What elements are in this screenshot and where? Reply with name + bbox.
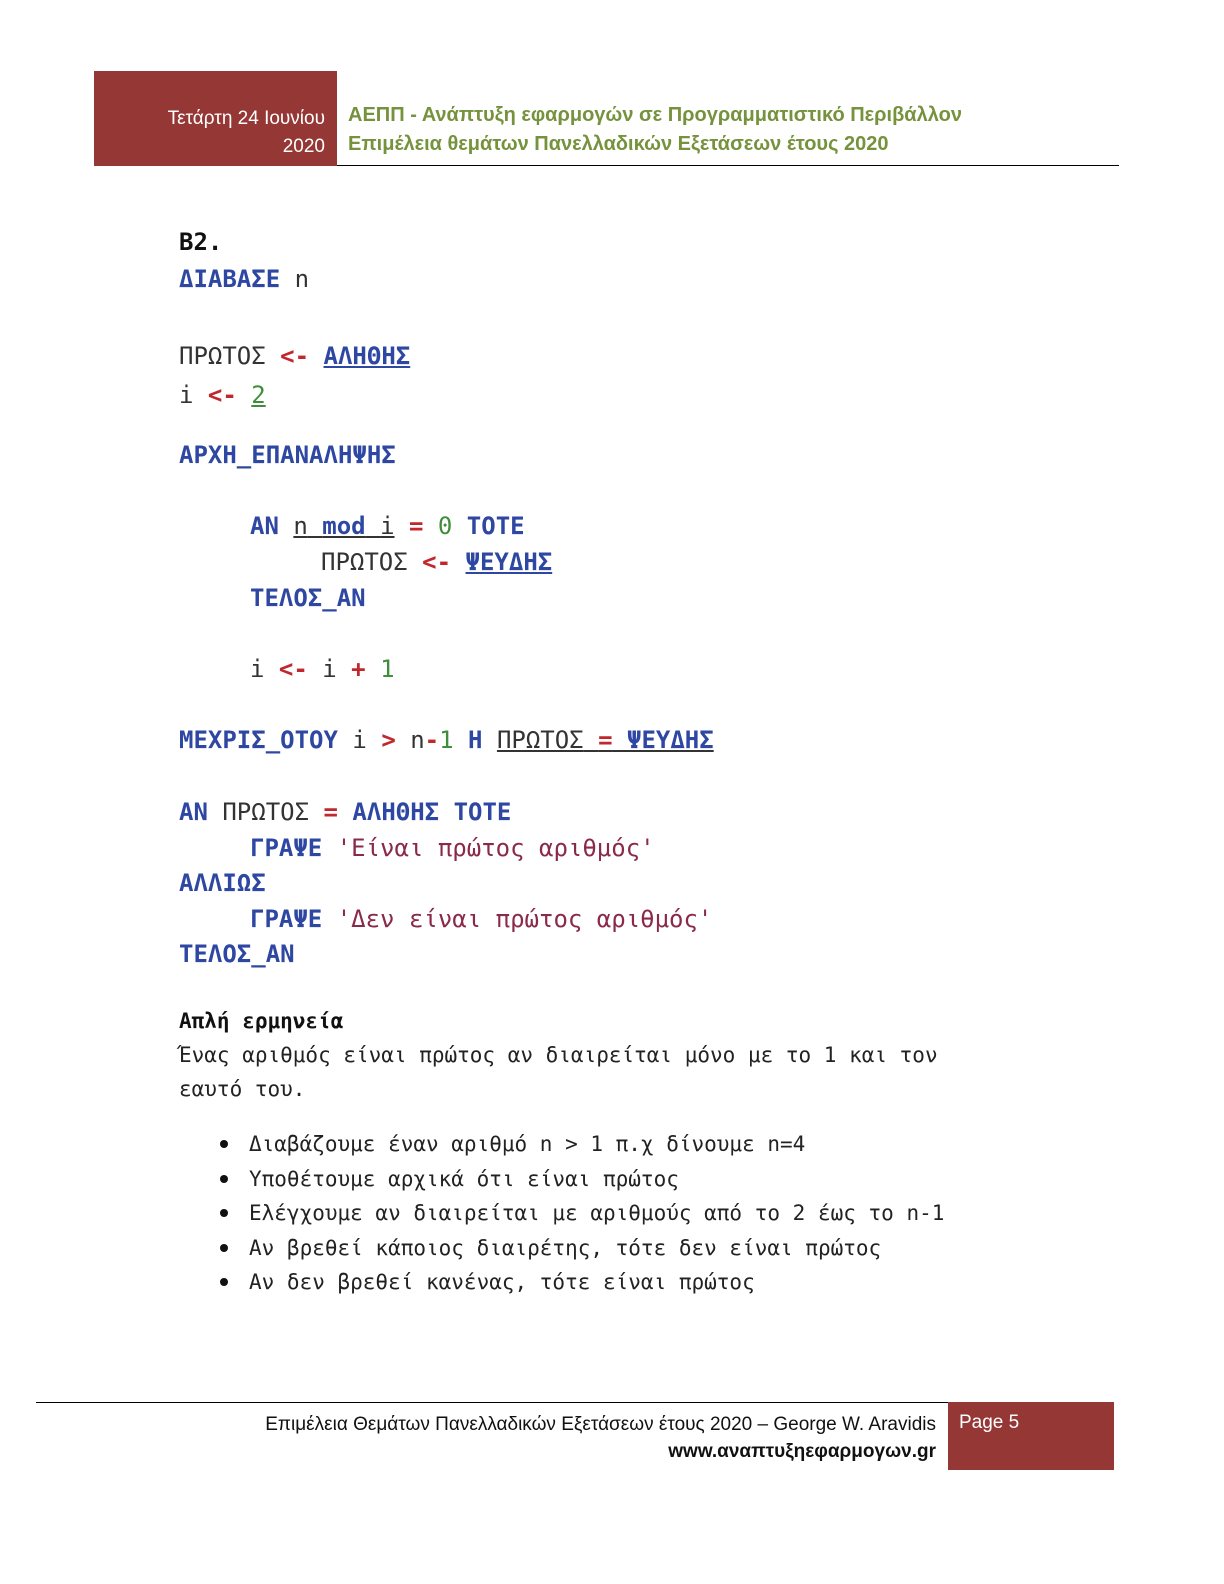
- header-title-line2: Επιμέλεια θεμάτων Πανελλαδικών Εξετάσεων έτους 2020: [348, 133, 889, 155]
- list-item-text: Διαβάζουμε έναν αριθμό n > 1 π.χ δίνουμε n=4: [249, 1132, 806, 1156]
- kw-write: ΓΡΑΨΕ: [250, 905, 323, 933]
- var-n: n: [294, 265, 310, 293]
- op-assign: <-: [278, 655, 308, 683]
- explanation-line1: Ένας αριθμός είναι πρώτος αν διαιρείται μόνο με το 1 και τον: [179, 1043, 938, 1067]
- kw-or: Η: [468, 726, 483, 754]
- op-assign: <-: [422, 548, 452, 576]
- bullet-icon: [220, 1278, 228, 1286]
- footer-credit: Επιμέλεια Θεμάτων Πανελλαδικών Εξετάσεων έτους 2020 – George W. Aravidis: [265, 1414, 936, 1435]
- kw-else: ΑΛΛΙΩΣ: [179, 869, 266, 897]
- kw-false: ΨΕΥΔΗΣ: [465, 548, 553, 576]
- explanation-block: [179, 1004, 1059, 1106]
- kw-true: ΑΛΗΘΗΣ: [323, 342, 411, 370]
- kw-if: ΑΝ: [250, 512, 279, 540]
- kw-then: ΤΟΤΕ: [453, 798, 512, 826]
- kw-endif: ΤΕΛΟΣ_ΑΝ: [179, 940, 295, 968]
- code-line-if-mod: [250, 512, 525, 540]
- kw-until: ΜΕΧΡΙΣ_ΟΤΟΥ: [179, 726, 338, 754]
- var-i: i: [352, 726, 367, 754]
- op-gt: >: [381, 726, 396, 754]
- list-item: [218, 1127, 944, 1162]
- kw-true: ΑΛΗΘΗΣ: [352, 798, 440, 826]
- code-line-set-false: [321, 548, 552, 576]
- kw-loop-start: ΑΡΧΗ_ΕΠΑΝΑΛΗΨΗΣ: [179, 441, 396, 469]
- list-item-text: Ελέγχουμε αν διαιρείται με αριθμούς από το 2 έως το n-1: [249, 1201, 945, 1225]
- kw-endif: ΤΕΛΟΣ_ΑΝ: [250, 584, 366, 612]
- bullet-icon: [220, 1140, 228, 1148]
- footer-url-link[interactable]: www.αναπτυξηεφαρμογων.gr: [668, 1441, 936, 1462]
- header-date-line1: Τετάρτη 24 Ιουνίου: [167, 108, 325, 129]
- var-prime: ΠΡΩΤΟΣ: [496, 726, 584, 754]
- var-prime: ΠΡΩΤΟΣ: [179, 342, 266, 370]
- list-item: [218, 1231, 944, 1266]
- section-label: B2.: [179, 228, 223, 256]
- explanation-bullet-list: [218, 1127, 944, 1300]
- list-item-text: Υποθέτουμε αρχικά ότι είναι πρώτος: [249, 1166, 679, 1191]
- kw-if: ΑΝ: [179, 798, 208, 826]
- code-line-until: [179, 726, 714, 754]
- code-line-init-prime: [179, 342, 410, 370]
- code-line-read: [179, 265, 309, 293]
- kw-mod: mod: [322, 512, 366, 540]
- op-eq: =: [408, 512, 424, 540]
- num-1: 1: [380, 655, 395, 683]
- kw-false: ΨΕΥΔΗΣ: [627, 726, 714, 754]
- num-1: 1: [439, 726, 454, 754]
- header-title-line1: ΑΕΠΠ - Ανάπτυξη εφαρμογών σε Προγραμματιστικό Περιβάλλον: [348, 104, 962, 126]
- code-line-else: [179, 869, 266, 897]
- code-line-if-prime: [179, 798, 511, 826]
- list-item: [218, 1162, 944, 1197]
- code-line-loop-start: [179, 441, 396, 469]
- header-date-line2: 2020: [282, 136, 325, 157]
- var-i: i: [250, 655, 265, 683]
- kw-write: ΓΡΑΨΕ: [250, 834, 323, 862]
- list-item-text: Αν δεν βρεθεί κανένας, τότε είναι πρώτος: [249, 1270, 755, 1294]
- op-minus: -: [424, 726, 440, 754]
- op-eq: =: [598, 726, 613, 754]
- list-item: [218, 1265, 944, 1300]
- var-i: i: [322, 655, 337, 683]
- op-assign: <-: [280, 342, 310, 370]
- code-line-increment: [250, 655, 395, 683]
- footer-text-block: [150, 1411, 936, 1465]
- bullet-icon: [220, 1244, 228, 1252]
- var-prime: ΠΡΩΤΟΣ: [222, 798, 310, 826]
- bullet-icon: [220, 1175, 228, 1183]
- var-n: n: [293, 512, 308, 540]
- num-2: 2: [251, 381, 266, 409]
- list-item: [218, 1196, 944, 1231]
- num-0: 0: [437, 512, 453, 540]
- page-number: Page 5: [959, 1412, 1020, 1433]
- explanation-title: Απλή ερμηνεία: [179, 1009, 344, 1033]
- var-n: n: [410, 726, 425, 754]
- footer-divider: [36, 1402, 948, 1403]
- bullet-icon: [220, 1209, 228, 1217]
- code-line-endif: [250, 584, 366, 612]
- code-line-write-prime: [250, 834, 655, 862]
- var-i: i: [179, 381, 194, 409]
- var-i: i: [380, 512, 395, 540]
- list-item-text: Αν βρεθεί κάποιος διαιρέτης, τότε δεν είναι πρώτος: [249, 1235, 882, 1260]
- code-line-init-i: [179, 381, 266, 409]
- kw-read: ΔΙΑΒΑΣΕ: [179, 265, 281, 293]
- var-prime: ΠΡΩΤΟΣ: [321, 548, 408, 576]
- op-assign: <-: [207, 381, 237, 409]
- page-number-badge: [948, 1402, 1114, 1470]
- code-line-write-not-prime: [250, 905, 712, 933]
- explanation-line2: εαυτό του.: [179, 1077, 306, 1101]
- kw-then: ΤΟΤΕ: [466, 512, 525, 540]
- op-plus: +: [351, 655, 366, 683]
- op-eq: =: [323, 798, 338, 826]
- code-line-endif-final: [179, 940, 295, 968]
- string-prime: 'Είναι πρώτος αριθμός': [336, 834, 655, 862]
- string-not-prime: 'Δεν είναι πρώτος αριθμός': [336, 905, 713, 933]
